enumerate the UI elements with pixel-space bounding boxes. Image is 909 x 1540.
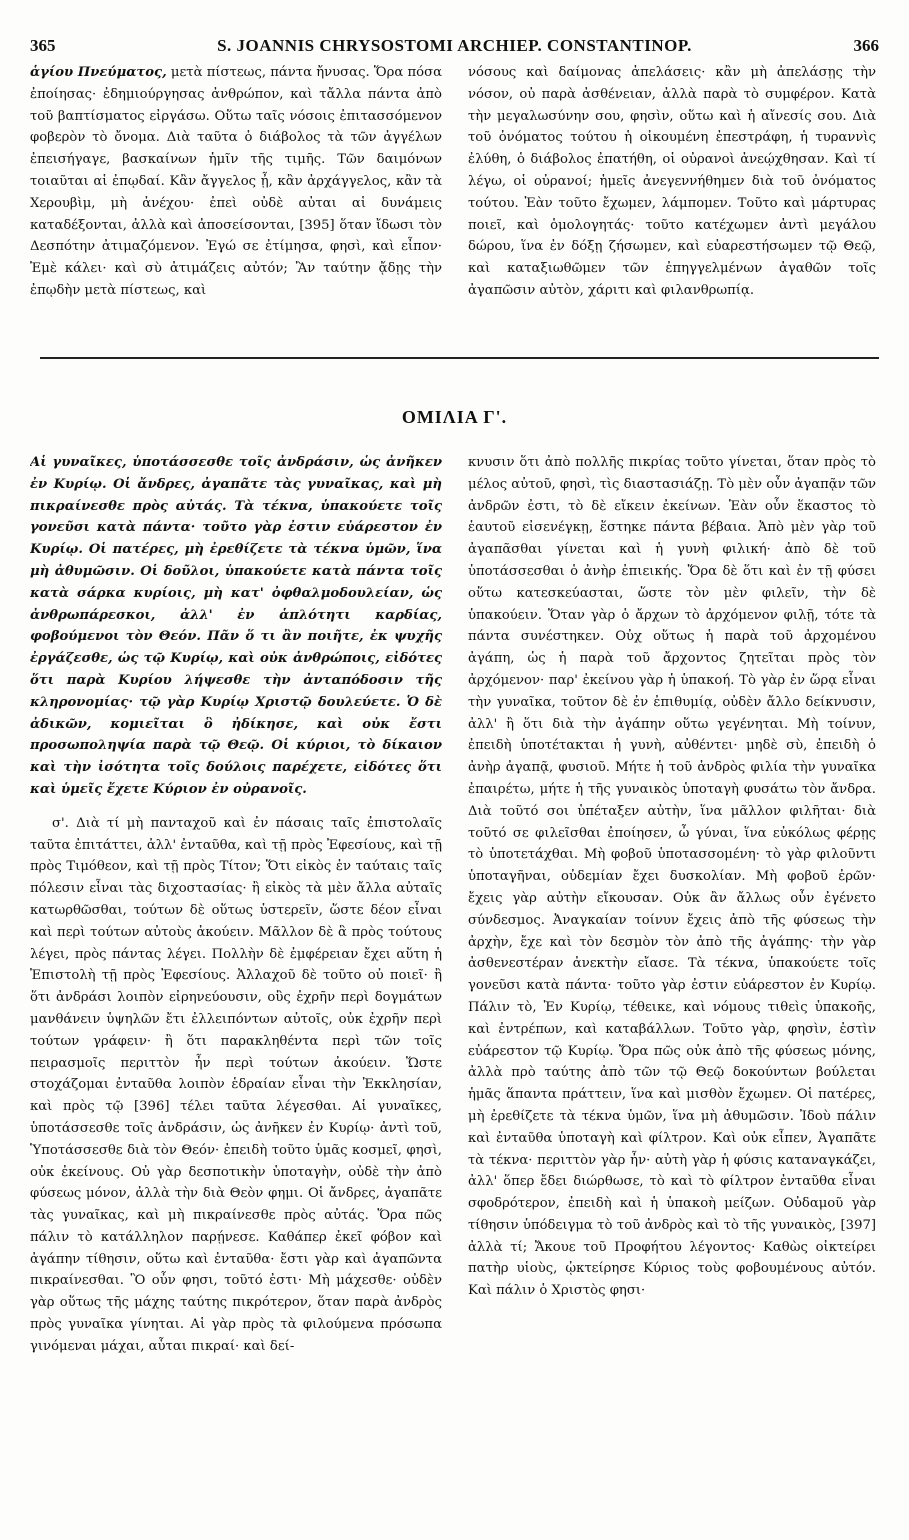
bottom-right-paragraph: κνυσιν ὅτι ἀπὸ πολλῆς πικρίας τοῦτο γίνεται, ὅταν πρὸς τὸ μέλος αὐτοῦ, φησὶ, τὶς διαστασιάζῃ. Τὸ μὲν οὖν ἀγαπᾷν τῶν ἀνδρῶν ἐστι, τὸ δὲ εἴκειν ἐκείνων. Ἐὰν οὖν ἕκαστος τὸ ἑαυτοῦ εἰσενέγκῃ, ἕστηκε πάντα βέβαια. Ἀπὸ μὲν γὰρ τοῦ ἀγαπᾶσθαι γίνεται καὶ ἡ γυνὴ φιλική· ἀπὸ δὲ τοῦ ὑποτάσσεσθαι ὁ ἀνὴρ ἐπιεικής. Ὅρα δὲ ὅτι καὶ ἐν τῇ φύσει οὕτω κατεσκεύασται, ὥστε τὸν μὲν φιλεῖν, τὴν δὲ ὑπακούειν. Ὅταν γὰρ ὁ ἄρχων τὸ ἀρχόμενον φιλῇ, τότε τὰ πάντα συνέστηκεν. Οὐχ οὕτως ἡ παρὰ τοῦ ἀρχομένου ἀγάπη, ὡς ἡ παρὰ τοῦ ἄρχοντος ζητεῖται πρὸς τὸν ἀρχόμενον· παρ' ἐκείνου γὰρ ἡ ὑπακοή. Τὸ γὰρ ἐν ὥρᾳ εἶναι τὴν γυναῖκα, τοῦτον δὲ ἐν ἐπιθυμίᾳ, οὐδὲν ἄλλο δείκνυσιν, ἀλλ' ἢ ὅτι διὰ τὴν ἀγάπην οὕτω γεγένηται. Μὴ τοίνυν, ἐπειδὴ ὑποτέτακται ἡ γυνὴ, αὐθέντει· μηδὲ σὺ, ἐπειδὴ ὁ ἀνὴρ ἀγαπᾷ, φυσιοῦ. Μήτε ἡ τοῦ ἀνδρὸς φιλία τὴν γυναῖκα ἐπαιρέτω, μήτε ἡ τῆς γυναικὸς ὑποταγὴ φυσάτω τὸν ἄνδρα. Διὰ τοῦτό σοι ὑπέταξεν αὐτὴν, ἵνα μᾶλλον φιλῆται· διὰ τοῦτό σε φιλεῖσθαι ἐποίησεν, ὦ γύναι, ἵνα εὐκόλως φέρῃς τὸ ὑποτετάχθαι. Μὴ φοβοῦ ὑποτασσομένη· τὸ γὰρ φιλοῦντι ὑποταγῆναι, οὐδεμίαν ἔχει δυσκολίαν. Μὴ φοβοῦ ἐρῶν· ἔχεις γὰρ αὐτὴν εἴκουσαν. Οὐκ ἂν ἄλλως οὖν ἐγένετο σύνδεσμος. Ἀναγκαίαν τοίνυν ἔχεις ἀπὸ τῆς φύσεως τὴν ἀρχὴν, ἔχε καὶ τὸν δεσμὸν τὸν ἀπὸ τῆς ἀγάπης· τὴν γὰρ ἀσθενεστέραν ἀνεκτὴν εἴασε. Τὰ τέκνα, ὑπακούετε τοῖς γονεῦσι κατὰ πάντα· τοῦτο γὰρ ἐστιν εὐάρεστον ἐν Κυρίῳ. Πάλιν τὸ, Ἐν Κυρίῳ, τέθεικε, καὶ νόμους τιθεὶς ὑπακοῆς, καὶ ἐντρέπων, καὶ καταβάλλων. Τοῦτο γὰρ, φησὶν, ἐστὶν εὐάρεστον τῷ Κυρίῳ. Ὅρα πῶς οὐκ ἀπὸ τῆς φύσεως μόνης, ἀλλὰ πρὸ ταύτης ἀπὸ τῶν τῷ Θεῷ δοκούντων βούλεται ἡμᾶς ἅπαντα πράττειν, ἵνα καὶ μισθὸν ἔχωμεν. Οἱ πατέρες, μὴ ἐρεθίζετε τὰ τέκνα ὑμῶν, ἵνα μὴ ἀθυμῶσιν. Ἰδοὺ πάλιν καὶ ἐνταῦθα ὑποταγὴ καὶ φίλτρον. Καὶ οὐκ εἶπεν, Ἀγαπᾶτε τὰ τέκνα· περιττὸν γὰρ ἦν· αὐτὴ γὰρ ἡ φύσις καταναγκάζει, ἀλλ' ὅπερ ἔδει διώρθωσε, τὸ καὶ τὸ φίλτρον ἐνταῦθα εἶναι σφοδρότερον, ἐπειδὴ καὶ ἡ ὑπακοὴ μείζων. Οὐδαμοῦ γὰρ τίθησιν ὑπόδειγμα τὸ τοῦ ἀνδρὸς καὶ τὸ τῆς γυναικὸς, [397] ἀλλὰ τί; Ἄκουε τοῦ Προφήτου λέγοντος· Καθὼς οἰκτείρει πατὴρ υἱοὺς, ᾠκτείρησε Κύριος τοὺς φοβουμένους αὐτόν. Καὶ πάλιν ὁ Χριστὸς φησι· [468,455,876,1299]
page-number-right: 366 [853,36,879,55]
top-right-paragraph: νόσους καὶ δαίμονας ἀπελάσεις· κἂν μὴ ἀπελάσῃς τὴν νόσον, οὐ παρὰ ἀσθένειαν, ἀλλὰ παρὰ τὸ συμφέρον. Κατὰ τὴν μεγαλωσύνην σου, φησὶν, οὕτω καὶ ἡ αἴνεσίς σου. Διὰ τοῦ ὀνόματος τούτου ἡ οἰκουμένη ἐπεστράφη, ἡ τυραννὶς ἐλύθη, ὁ διάβολος ἐπατήθη, οἱ οὐρανοὶ ἀνεῴχθησαν. Καὶ τί λέγω, οἱ οὐρανοί; ἡμεῖς ἀνεγεννήθημεν διὰ τοῦ ὀνόματος τούτου. Ἐὰν τοῦτο ἔχωμεν, λάμπομεν. Τοῦτο καὶ μάρτυρας ποιεῖ, καὶ ὁμολογητάς· τοῦτο κατέχωμεν ἀντὶ μεγάλου δώρου, ἵνα ἐν δόξῃ ζήσωμεν, καὶ εὐαρεστήσωμεν τῷ Θεῷ, καὶ καταξιωθῶμεν τῶν ἐπηγγελμένων ἀγαθῶν τοῖς ἀγαπῶσιν αὐτὸν, χάριτι καὶ φιλανθρωπίᾳ. [468,65,876,298]
bottom-left-column [30,452,442,1512]
top-right-column [468,62,876,327]
commentary-paragraph: σ'. Διὰ τί μὴ πανταχοῦ καὶ ἐν πάσαις ταῖς ἐπιστολαῖς ταῦτα ἐπιτάττει, ἀλλ' ἐνταῦθα, καὶ τῇ πρὸς Ἐφεσίους, καὶ τῇ πρὸς Τιμόθεον, καὶ τῇ πρὸς Τίτον; Ὅτι εἰκὸς ἐν ταύταις ταῖς πόλεσιν εἶναι τὰς διχοστασίας· ἢ εἰκὸς τὰ μὲν ἄλλα αὐταῖς κατωρθῶσθαι, τούτων δὲ οὕτως ὑστερεῖν, ὥστε δέον εἶναι καὶ περὶ τούτων αὐτοὺς ἀκούειν. Μᾶλλον δὲ ἃ πρὸς τούτους λέγει, πρὸς πάντας λέγει. Πολλὴν δὲ ἐμφέρειαν ἔχει αὕτη ἡ Ἐπιστολὴ τῇ πρὸς Ἐφεσίους. Ἀλλαχοῦ δὲ τοῦτο οὐ ποιεῖ· ἢ ὅτι ἀνδράσι λοιπὸν εἰρηνεύουσιν, οὓς ἐχρῆν περὶ δογμάτων μανθάνειν ὑψηλῶν ἔτι ἐλλειπόντων αὐτοῖς, οὐκ ἐχρῆν περὶ τούτων γράφειν· ἢ ὅτι παρακληθέντα περὶ τῶν τοῖς πειρασμοῖς περιττὸν ἦν περὶ τούτων ἀκούειν. Ὥστε στοχάζομαι ἐνταῦθα λοιπὸν ἑδραίαν εἶναι τὴν Ἐκκλησίαν, καὶ πρὸς τῷ [396] τέλει ταῦτα λέγεσθαι. Αἱ γυναῖκες, ὑποτάσσεσθε τοῖς ἀνδράσιν, ὡς ἀνῆκεν ἐν Κυρίῳ· ἀντὶ τοῦ, Ὑποτάσσεσθε διὰ τὸν Θεόν· ἐπειδὴ τοῦτο ὑμᾶς κοσμεῖ, φησὶ, οὐκ ἐκείνους. Οὐ γὰρ δεσποτικὴν ὑποταγὴν, οὐδὲ τὴν ἀπὸ φύσεως μόνον, ἀλλὰ τὴν διὰ Θεὸν φημι. Οἱ ἄνδρες, ἀγαπᾶτε τὰς γυναῖκας, καὶ μὴ πικραίνεσθε πρὸς αὐτάς. Ὅρα πῶς πάλιν τὸ κατάλληλον παρῄνεσε. Καθάπερ ἐκεῖ φόβον καὶ ἀγάπην τίθησιν, οὕτω καὶ ἐνταῦθα· ἔστι γὰρ καὶ ἀγαπῶντα πικραίνεσθαι. Ὃ οὖν φησι, τοῦτό ἐστι· Μὴ μάχεσθε· οὐδὲν γὰρ οὕτως τῆς μάχης ταύτης πικρότερον, ὅταν παρὰ ἀνδρὸς πρὸς γυναῖκα γίνηται. Αἱ γὰρ πρὸς τὰ φιλούμενα πρόσωπα γινόμεναι μάχαι, αὗται πικραί· καὶ δεί- [30,815,442,1354]
bottom-right-column [468,452,876,1512]
scripture-passage: Αἱ γυναῖκες, ὑποτάσσεσθε τοῖς ἀνδράσιν, ὡς ἀνῆκεν ἐν Κυρίῳ. Οἱ ἄνδρες, ἀγαπᾶτε τὰς γυναῖκας, καὶ μὴ πικραίνεσθε πρὸς αὐτάς. Τὰ τέκνα, ὑπακούετε τοῖς γονεῦσι κατὰ πάντα· τοῦτο γὰρ ἐστιν εὐάρεστον ἐν Κυρίῳ. Οἱ πατέρες, μὴ ἐρεθίζετε τὰ τέκνα ὑμῶν, ἵνα μὴ ἀθυμῶσιν. Οἱ δοῦλοι, ὑπακούετε κατὰ πάντα τοῖς κατὰ σάρκα κυρίοις, μὴ κατ' ὀφθαλμοδουλείαν, ὡς ἀνθρωπάρεσκοι, ἀλλ' ἐν ἁπλότητι καρδίας, φοβούμενοι τὸν Θεόν. Πᾶν ὅ τι ἂν ποιῆτε, ἐκ ψυχῆς ἐργάζεσθε, ὡς τῷ Κυρίῳ, καὶ οὐκ ἀνθρώποις, εἰδότες ὅτι παρὰ Κυρίου λήψεσθε τὴν ἀνταπόδοσιν τῆς κληρονομίας· τῷ γὰρ Κυρίῳ Χριστῷ δουλεύετε. Ὁ δὲ ἀδικῶν, κομιεῖται ὃ ἠδίκησε, καὶ οὐκ ἔστι προσωποληψία παρὰ τῷ Θεῷ. Οἱ κύριοι, τὸ δίκαιον καὶ τὴν ἰσότητα τοῖς δούλοις παρέχετε, εἰδότες ὅτι καὶ ὑμεῖς ἔχετε Κύριον ἐν οὐρανοῖς. [30,455,442,797]
top-left-lead: ἁγίου Πνεύματος, [30,65,167,80]
top-left-paragraph [30,62,442,302]
section-divider [40,357,879,359]
top-left-column [30,62,442,327]
homily-title: ΟΜΙΛΙΑ Γ'. [401,407,508,427]
page-number-left: 365 [30,36,56,55]
running-header [30,36,879,60]
running-title: S. JOANNIS CHRYSOSTOMI ARCHIEP. CONSTANTINOP. [217,36,692,55]
top-left-text: μετὰ πίστεως, πάντα ἤνυσας. Ὅρα πόσα ἐποίησας· ἐδημιούργησας ἀνθρώπον, καὶ τἄλλα πάντα ἀπὸ τοῦ βαπτίσματος εἰργάσω. Οὕτω ταῖς νόσοις ἐπιτασσόμενον φοβερὸν τὸ ὄνομα. Διὰ ταῦτα ὁ διάβολος τὰ τῶν ἀγγέλων ἐπεισήγαγε, βασκαίνων ἡμῖν τῆς τιμῆς. Τῶν δαιμόνων τοιαῦται αἱ ἐπῳδαί. Κἂν ἄγγελος ᾖ, κἂν ἀρχάγγελος, κἂν τὰ Χερουβὶμ, μὴ ἀνέχου· ἐπεὶ οὐδὲ αὐται αἱ δυνάμεις καταδέξονται, ἀλλὰ καὶ ἀποσείσονται, [395] ὅταν ἴδωσι τὸν Δεσπότην ἀτιμαζόμενον. Ἐγώ σε ἐτίμησα, φησὶ, καὶ εἶπον· Ἐμὲ κάλει· καὶ σὺ ἀτιμάζεις αὐτόν; Ἂν ταύτην ᾄδῃς τὴν ἐπῳδὴν μετὰ πίστεως, καὶ [30,65,442,298]
